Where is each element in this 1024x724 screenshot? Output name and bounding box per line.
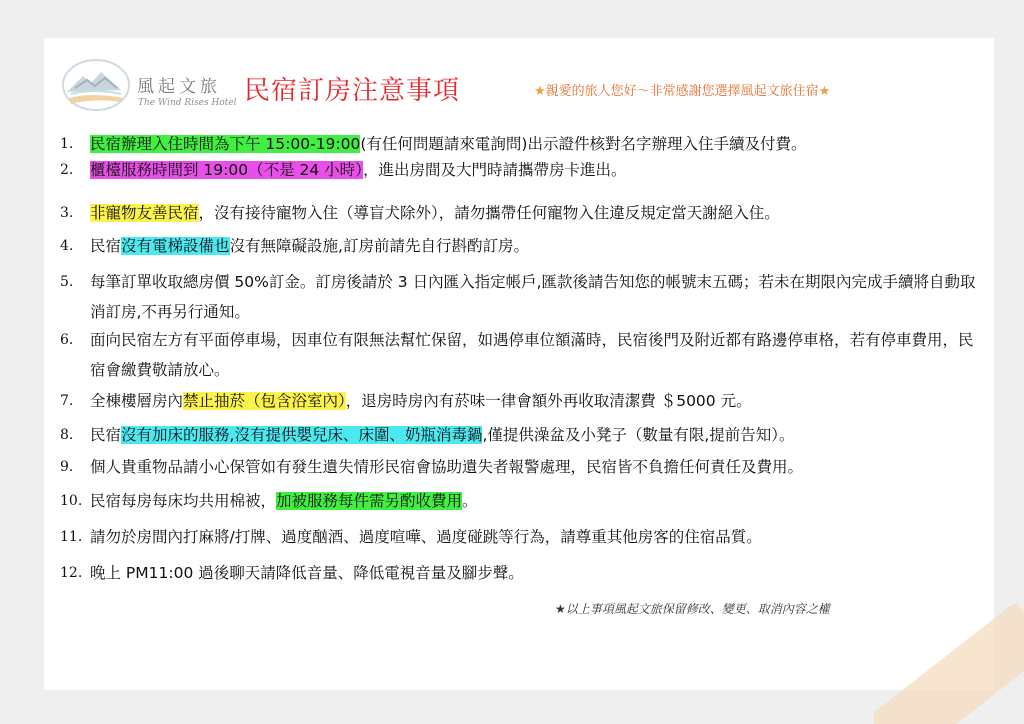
rule-item: [60, 134, 980, 155]
star-icon: ★: [534, 84, 546, 99]
rule-text: 晚上 PM11:00 過後聊天請降低音量、降低電視音量及腳步聲。: [90, 564, 524, 582]
rule-item: [60, 491, 980, 512]
rule-item: [60, 236, 980, 257]
rule-item: [60, 325, 980, 385]
rule-text: 。: [462, 492, 478, 510]
rule-number: 6.: [60, 332, 74, 348]
rule-number: 9.: [60, 459, 74, 475]
rule-text: (有任何問題請來電詢問)出示證件核對名字辦理入住手續及付費。: [360, 135, 807, 153]
rule-text: 沒有無障礙設施,訂房前請先自行斟酌訂房。: [229, 237, 529, 255]
rule-item: [60, 425, 980, 446]
rule-number: 1.: [60, 136, 74, 152]
rule-text: 全棟樓層房內: [90, 392, 184, 410]
rule-item: [60, 160, 980, 181]
page-title: 民宿訂房注意事項: [244, 76, 461, 106]
rule-number: 8.: [60, 427, 74, 443]
rule-item: [60, 267, 980, 327]
highlighted-text: 加被服務每件需另酌收費用: [276, 492, 463, 510]
rule-text: ，退房時房內有菸味一律會額外再收取清潔費 ＄5000 元。: [345, 392, 752, 410]
mountain-logo-icon: [61, 58, 131, 112]
rule-text: ，沒有接待寵物入住（導盲犬除外），請勿攜帶任何寵物入住違反規定當天謝絕入住。: [198, 204, 780, 222]
rule-item: [60, 203, 980, 224]
brand-english-name: The Wind Rises Hotel: [138, 98, 237, 108]
rule-number: 12.: [60, 565, 83, 581]
brand-name: 風起文旅: [137, 77, 221, 97]
greeting-line: [534, 80, 830, 99]
rule-number: 3.: [60, 205, 74, 221]
rule-number: 4.: [60, 238, 74, 254]
highlighted-text: 禁止抽菸（包含浴室內）: [183, 392, 346, 410]
highlighted-text: 非寵物友善民宿: [90, 204, 199, 222]
greeting-text: 親愛的旅人您好～非常感謝您選擇風起文旅住宿: [545, 84, 819, 99]
rule-number: 10.: [60, 493, 83, 509]
rule-text: 面向民宿左方有平面停車場，因車位有限無法幫忙保留，如遇停車位額滿時，民宿後門及附近都有路邊停車格，若有停車費用，民宿會繳費敬請放心。: [90, 331, 974, 379]
rule-item: [60, 391, 980, 412]
rule-text: 民宿: [90, 426, 122, 444]
highlighted-text: 沒有加床的服務,沒有提供嬰兒床、床圍、奶瓶消毒鍋: [121, 426, 483, 444]
rule-number: 5.: [60, 274, 74, 290]
rule-item: [60, 527, 980, 548]
highlighted-text: 沒有電梯設備也: [121, 237, 230, 255]
rule-text: 個人貴重物品請小心保管如有發生遺失情形民宿會協助遺失者報警處理，民宿皆不負擔任何責任及費用。: [90, 458, 804, 476]
rule-text: 每筆訂單收取總房價 50%訂金。訂房後請於 3 日內匯入指定帳戶,匯款後請告知您的帳號末五碼；若未在期限內完成手續將自動取消訂房,不再另行通知。: [90, 273, 976, 321]
footer-note: ★以上事項風起文旅保留修改、變更、取消內容之權: [555, 602, 830, 616]
rule-number: 7.: [60, 393, 74, 409]
rule-item: [60, 563, 980, 584]
highlighted-text: 民宿辦理入住時間為下午 15:00-19:00: [90, 135, 361, 153]
rule-text: 民宿: [90, 237, 122, 255]
rule-text: 民宿每房每床均共用棉被，: [90, 492, 277, 510]
star-icon: ★: [818, 84, 831, 99]
tape-decoration: [874, 604, 1024, 724]
rule-text: 請勿於房間內打麻將/打牌、過度酗酒、過度喧嘩、過度碰跳等行為，請尊重其他房客的住宿品質。: [90, 528, 762, 546]
rule-item: [60, 457, 980, 478]
rule-number: 11.: [60, 529, 83, 545]
rule-text: ，進出房間及大門時請攜帶房卡進出。: [362, 161, 627, 179]
rule-text: ,僅提供澡盆及小凳子（數量有限,提前告知）。: [482, 426, 795, 444]
rule-number: 2.: [60, 162, 74, 178]
highlighted-text: 櫃檯服務時間到 19:00（不是 24 小時）: [90, 161, 363, 179]
